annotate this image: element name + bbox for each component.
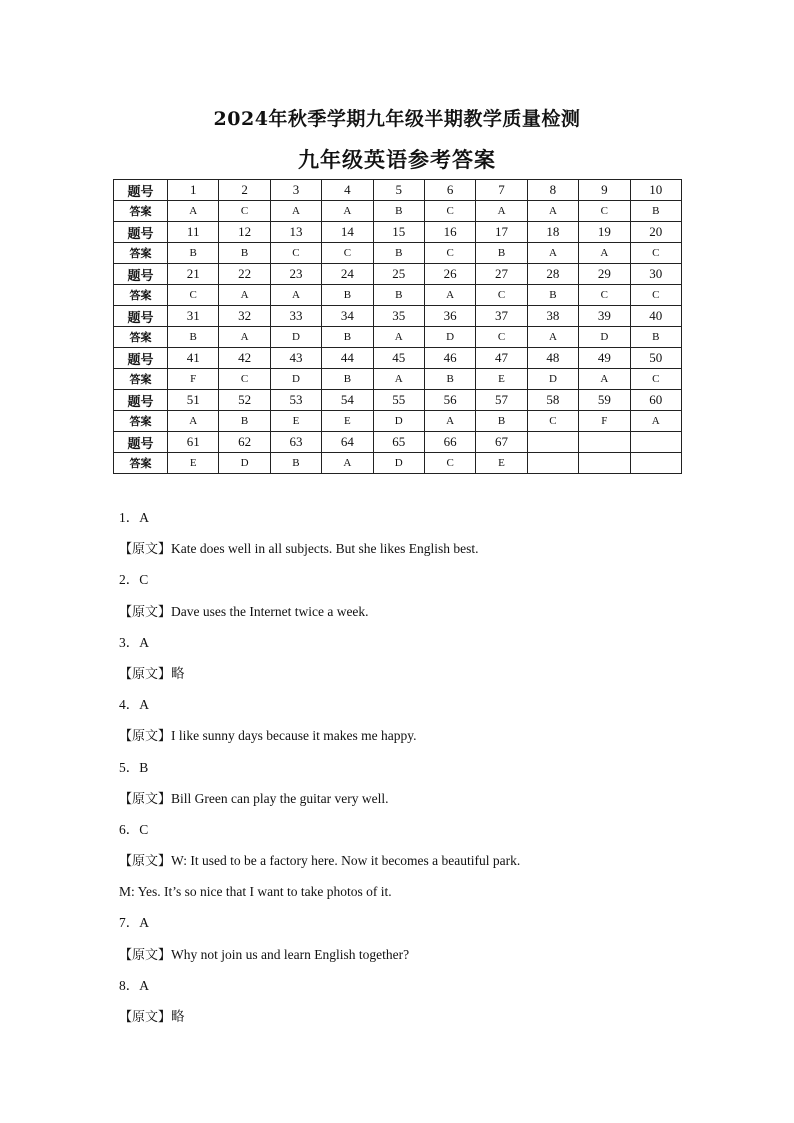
answer-cell: E	[476, 453, 527, 474]
explanation-source-line	[119, 599, 719, 630]
answer-row	[114, 285, 682, 306]
question-number-cell: 34	[322, 306, 373, 327]
question-number-cell: 45	[373, 348, 424, 369]
source-text: 略	[171, 665, 185, 681]
answer-cell: C	[219, 369, 270, 390]
answer-cell: C	[630, 285, 681, 306]
answer-cell: A	[219, 327, 270, 348]
question-number-cell: 59	[579, 390, 630, 411]
explanation-source-line	[119, 1004, 719, 1035]
question-number-cell: 36	[424, 306, 475, 327]
answer-cell: A	[527, 243, 578, 264]
answer-cell: D	[373, 411, 424, 432]
source-label: 【原文】	[119, 791, 172, 807]
answer-cell: C	[219, 201, 270, 222]
answer-cell: B	[373, 201, 424, 222]
question-number-cell: 37	[476, 306, 527, 327]
answer-cell: A	[270, 201, 321, 222]
question-number-cell: 39	[579, 306, 630, 327]
answer-cell: B	[476, 411, 527, 432]
question-number-row	[114, 264, 682, 285]
question-number-cell: 52	[219, 390, 270, 411]
question-number-cell: 53	[270, 390, 321, 411]
question-number-row	[114, 348, 682, 369]
question-number-cell: 10	[630, 180, 681, 201]
answer-cell: C	[424, 243, 475, 264]
answer-row	[114, 411, 682, 432]
source-label: 【原文】	[119, 854, 172, 870]
question-number-cell: 62	[219, 432, 270, 453]
question-number-cell: 58	[527, 390, 578, 411]
source-label: 【原文】	[119, 604, 172, 620]
question-number-cell: 64	[322, 432, 373, 453]
answer-cell: F	[168, 369, 219, 390]
question-number-cell: 55	[373, 390, 424, 411]
answer-label-cell: 答案	[114, 285, 168, 306]
answer-cell: D	[579, 327, 630, 348]
answer-cell: A	[579, 243, 630, 264]
answer-row	[114, 201, 682, 222]
question-number-cell: 14	[322, 222, 373, 243]
source-text: Why not join us and learn English together?	[171, 946, 410, 962]
source-label: 【原文】	[119, 542, 172, 558]
explanation-answer: 3．A	[119, 634, 149, 650]
answer-cell: A	[424, 285, 475, 306]
number-label-cell: 题号	[114, 432, 168, 453]
question-number-cell: 15	[373, 222, 424, 243]
answer-cell: B	[527, 285, 578, 306]
question-number-cell: 4	[322, 180, 373, 201]
answer-row	[114, 369, 682, 390]
question-number-cell: 61	[168, 432, 219, 453]
question-number-cell: 67	[476, 432, 527, 453]
question-number-cell: 17	[476, 222, 527, 243]
question-number-cell: 46	[424, 348, 475, 369]
answer-cell: A	[168, 411, 219, 432]
source-text: I like sunny days because it makes me happy.	[171, 728, 417, 744]
question-number-cell	[527, 432, 578, 453]
question-number-cell: 1	[168, 180, 219, 201]
answer-row	[114, 243, 682, 264]
explanation-source-line	[119, 661, 719, 692]
source-text: Dave uses the Internet twice a week.	[171, 603, 369, 619]
question-number-cell: 65	[373, 432, 424, 453]
answer-cell: A	[630, 411, 681, 432]
answer-cell: E	[270, 411, 321, 432]
explanation-answer: 8．A	[119, 977, 149, 993]
question-number-cell: 51	[168, 390, 219, 411]
question-number-cell: 18	[527, 222, 578, 243]
answer-cell: E	[476, 369, 527, 390]
answer-cell: D	[373, 453, 424, 474]
question-number-cell	[630, 432, 681, 453]
question-number-cell: 25	[373, 264, 424, 285]
answer-cell: E	[168, 453, 219, 474]
question-number-cell: 49	[579, 348, 630, 369]
answer-cell: C	[476, 327, 527, 348]
answer-cell: B	[322, 285, 373, 306]
answer-table	[113, 179, 682, 474]
explanation-answer: 7．A	[119, 915, 149, 931]
question-number-cell: 38	[527, 306, 578, 327]
answer-cell: D	[270, 327, 321, 348]
question-number-cell: 40	[630, 306, 681, 327]
question-number-row	[114, 390, 682, 411]
explanation-answer: 2．C	[119, 572, 149, 588]
answer-cell: A	[527, 327, 578, 348]
answer-cell: C	[579, 201, 630, 222]
number-label-cell: 题号	[114, 348, 168, 369]
question-number-cell: 26	[424, 264, 475, 285]
question-number-cell: 23	[270, 264, 321, 285]
answer-cell: D	[270, 369, 321, 390]
answer-cell: B	[322, 369, 373, 390]
source-label: 【原文】	[119, 729, 172, 745]
answer-cell: A	[219, 285, 270, 306]
explanation-source-line	[119, 786, 719, 817]
answer-cell	[630, 453, 681, 474]
answer-cell: B	[424, 369, 475, 390]
answer-cell: B	[168, 243, 219, 264]
question-number-cell: 11	[168, 222, 219, 243]
question-number-row	[114, 180, 682, 201]
question-number-cell: 2	[219, 180, 270, 201]
answer-label-cell: 答案	[114, 327, 168, 348]
explanation-answer: 6．C	[119, 821, 149, 837]
question-number-cell: 27	[476, 264, 527, 285]
answer-cell: A	[373, 327, 424, 348]
answer-cell: C	[579, 285, 630, 306]
answer-cell: A	[527, 201, 578, 222]
question-number-cell: 22	[219, 264, 270, 285]
question-number-cell: 57	[476, 390, 527, 411]
question-number-row	[114, 306, 682, 327]
answer-cell: A	[579, 369, 630, 390]
question-number-cell: 20	[630, 222, 681, 243]
answer-label-cell: 答案	[114, 453, 168, 474]
answer-cell: B	[168, 327, 219, 348]
question-number-row	[114, 432, 682, 453]
answer-cell: A	[322, 201, 373, 222]
number-label-cell: 题号	[114, 222, 168, 243]
answer-cell: A	[322, 453, 373, 474]
answer-cell: C	[322, 243, 373, 264]
question-number-cell: 30	[630, 264, 681, 285]
question-number-cell: 3	[270, 180, 321, 201]
question-number-cell: 43	[270, 348, 321, 369]
question-number-cell: 48	[527, 348, 578, 369]
answer-cell: C	[476, 285, 527, 306]
question-number-cell: 50	[630, 348, 681, 369]
explanation-source-line	[119, 942, 719, 973]
question-number-cell: 63	[270, 432, 321, 453]
question-number-cell: 13	[270, 222, 321, 243]
answer-cell: D	[219, 453, 270, 474]
answer-cell: B	[476, 243, 527, 264]
answer-cell: B	[270, 453, 321, 474]
answer-cell: D	[527, 369, 578, 390]
answer-cell: D	[424, 327, 475, 348]
answer-cell: B	[373, 243, 424, 264]
answer-cell: B	[219, 243, 270, 264]
explanation-answer: 4．A	[119, 697, 149, 713]
question-number-cell: 16	[424, 222, 475, 243]
answer-cell: C	[527, 411, 578, 432]
question-number-cell: 42	[219, 348, 270, 369]
question-number-cell: 32	[219, 306, 270, 327]
answer-cell: A	[168, 201, 219, 222]
answer-row	[114, 453, 682, 474]
answer-label-cell: 答案	[114, 411, 168, 432]
answer-cell: F	[579, 411, 630, 432]
answer-cell: B	[373, 285, 424, 306]
answer-cell: C	[270, 243, 321, 264]
number-label-cell: 题号	[114, 264, 168, 285]
question-number-row	[114, 222, 682, 243]
explanations-section	[119, 505, 719, 1035]
question-number-cell: 8	[527, 180, 578, 201]
answer-label-cell: 答案	[114, 369, 168, 390]
question-number-cell: 29	[579, 264, 630, 285]
answer-cell: C	[168, 285, 219, 306]
number-label-cell: 题号	[114, 180, 168, 201]
answer-cell: C	[630, 369, 681, 390]
source-label: 【原文】	[119, 666, 172, 682]
answer-cell: B	[322, 327, 373, 348]
source-text: W: It used to be a factory here. Now it becomes a beautiful park.	[171, 853, 521, 869]
document-title: 2024年秋季学期九年级半期教学质量检测	[213, 108, 581, 130]
explanation-source-line	[119, 536, 719, 567]
question-number-cell: 47	[476, 348, 527, 369]
answer-cell	[527, 453, 578, 474]
source-text: 略	[171, 1009, 185, 1024]
answer-cell: B	[630, 327, 681, 348]
question-number-cell: 21	[168, 264, 219, 285]
answer-cell: A	[270, 285, 321, 306]
source-text: Bill Green can play the guitar very well.	[171, 790, 389, 806]
answer-label-cell: 答案	[114, 243, 168, 264]
question-number-cell: 5	[373, 180, 424, 201]
answer-cell: A	[373, 369, 424, 390]
answer-cell: C	[424, 201, 475, 222]
answer-cell	[579, 453, 630, 474]
question-number-cell: 44	[322, 348, 373, 369]
explanation-answer: 1．A	[119, 510, 149, 525]
explanation-dialogue-line: M: Yes. It’s so nice that I want to take photos of it.	[119, 884, 392, 900]
question-number-cell: 9	[579, 180, 630, 201]
question-number-cell: 6	[424, 180, 475, 201]
answer-cell: C	[424, 453, 475, 474]
question-number-cell: 31	[168, 306, 219, 327]
answer-cell: B	[219, 411, 270, 432]
source-text: Kate does well in all subjects. But she likes English best.	[171, 541, 479, 557]
source-label: 【原文】	[119, 1010, 172, 1025]
answer-cell: A	[476, 201, 527, 222]
explanation-answer: 5．B	[119, 759, 149, 775]
question-number-cell: 41	[168, 348, 219, 369]
answer-label-cell: 答案	[114, 201, 168, 222]
document-subtitle: 九年级英语参考答案	[298, 147, 496, 172]
explanation-source-line	[119, 848, 719, 879]
question-number-cell: 28	[527, 264, 578, 285]
question-number-cell: 54	[322, 390, 373, 411]
question-number-cell: 7	[476, 180, 527, 201]
question-number-cell	[579, 432, 630, 453]
question-number-cell: 60	[630, 390, 681, 411]
answer-cell: B	[630, 201, 681, 222]
question-number-cell: 35	[373, 306, 424, 327]
question-number-cell: 12	[219, 222, 270, 243]
explanation-source-line	[119, 723, 719, 754]
number-label-cell: 题号	[114, 306, 168, 327]
question-number-cell: 33	[270, 306, 321, 327]
source-label: 【原文】	[119, 947, 172, 963]
answer-cell: A	[424, 411, 475, 432]
question-number-cell: 66	[424, 432, 475, 453]
question-number-cell: 24	[322, 264, 373, 285]
number-label-cell: 题号	[114, 390, 168, 411]
answer-cell: C	[630, 243, 681, 264]
answer-cell: E	[322, 411, 373, 432]
question-number-cell: 19	[579, 222, 630, 243]
question-number-cell: 56	[424, 390, 475, 411]
answer-row	[114, 327, 682, 348]
